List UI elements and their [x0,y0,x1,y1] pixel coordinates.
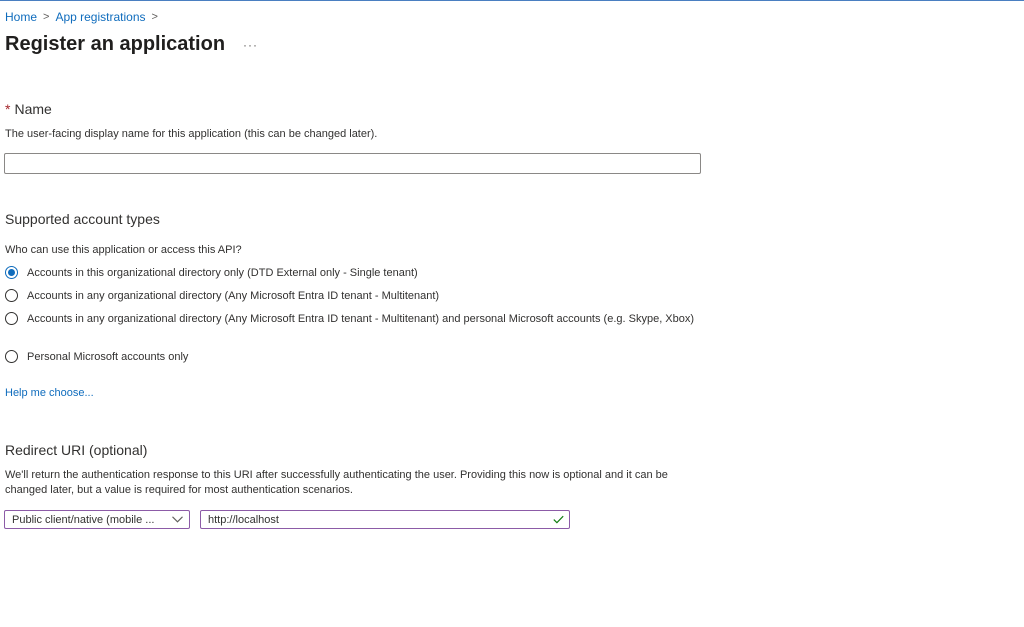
chevron-down-icon [172,516,183,523]
name-description: The user-facing display name for this application (this can be changed later). [5,128,378,140]
redirect-uri-input[interactable] [208,514,538,526]
radio-label: Accounts in this organizational directory only (DTD External only - Single tenant) [27,267,418,279]
radio-multitenant-personal[interactable] [5,312,697,327]
breadcrumb [5,10,158,24]
radio-label: Accounts in any organizational directory (Any Microsoft Entra ID tenant - Multitenant) [27,290,440,302]
platform-select[interactable] [4,510,190,529]
radio-button[interactable] [5,289,18,302]
redirect-uri-description: We'll return the authentication response to this URI after successfully authenticating the user. Providing this now is optional and it can be changed later, but a value is required for most authentication scenarios. [5,469,668,496]
name-label-text: Name [14,101,52,117]
radio-personal-only[interactable] [5,350,697,365]
radio-button-checked[interactable] [5,266,18,279]
radio-button[interactable] [5,350,18,363]
radio-label: Accounts in any organizational directory (Any Microsoft Entra ID tenant - Multitenant) and personal Microsoft accounts (e.g. Skype, Xbox) [27,313,695,325]
radio-multitenant[interactable] [5,289,697,304]
radio-label: Personal Microsoft accounts only [27,351,189,363]
chevron-right-icon: > [151,11,158,23]
platform-select-value: Public client/native (mobile ... [12,513,155,526]
redirect-uri-label: Redirect URI (optional) [5,442,148,458]
account-types-question: Who can use this application or access this API? [5,244,242,256]
breadcrumb-home-link[interactable]: Home [5,10,38,24]
required-marker: * [5,101,11,117]
checkmark-icon [553,515,564,524]
top-border [0,0,1024,1]
more-options-icon[interactable]: ··· [243,38,258,52]
chevron-right-icon: > [43,11,50,23]
radio-single-tenant[interactable] [5,266,697,281]
help-me-choose-link[interactable]: Help me choose... [5,387,94,399]
page-title: Register an application [5,33,226,55]
name-label [5,101,52,117]
name-input[interactable] [4,153,701,174]
breadcrumb-app-registrations-link[interactable]: App registrations [55,10,146,24]
radio-button[interactable] [5,312,18,325]
account-types-label: Supported account types [5,211,160,227]
redirect-uri-field[interactable] [200,510,570,529]
